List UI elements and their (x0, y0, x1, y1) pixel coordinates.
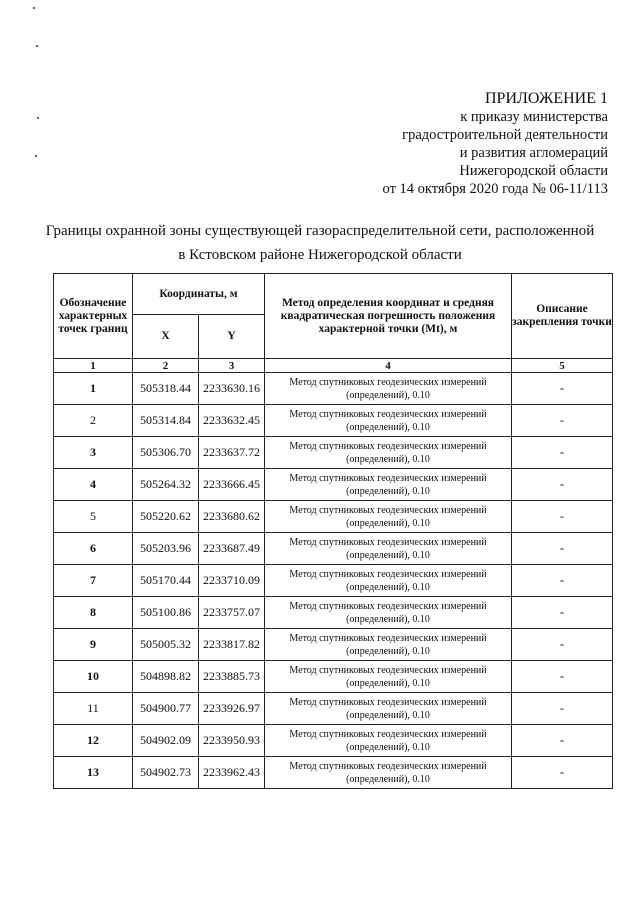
method-text: Метод спутниковых геодезических измерений (определений), 0.10 (265, 565, 512, 597)
ministry-line: и развития агломераций (459, 145, 608, 161)
column-numbers-row (54, 359, 613, 373)
header-point: Обозначение характерных точек границ (54, 274, 133, 359)
header-description: Описание закрепления точки (512, 274, 613, 359)
table-row (54, 373, 613, 405)
coord-x: 504900.77 (133, 693, 199, 725)
coord-x: 505220.62 (133, 501, 199, 533)
document-title (30, 219, 610, 267)
table-row (54, 469, 613, 501)
header-x: X (133, 315, 199, 359)
table-row (54, 533, 613, 565)
table-row (54, 597, 613, 629)
coord-x: 505318.44 (133, 373, 199, 405)
document-header (383, 90, 608, 198)
column-number: 2 (133, 359, 199, 373)
title-line: Границы охранной зоны существующей газораспределительной сети, расположенной (45, 223, 595, 239)
fixing-description: - (512, 501, 613, 533)
fixing-description: - (512, 533, 613, 565)
column-number: 3 (199, 359, 265, 373)
point-id: 4 (54, 469, 133, 501)
point-id: 10 (54, 661, 133, 693)
coord-x: 505005.32 (133, 629, 199, 661)
coord-x: 505264.32 (133, 469, 199, 501)
column-number: 4 (265, 359, 512, 373)
coord-y: 2233885.73 (199, 661, 265, 693)
fixing-description: - (512, 565, 613, 597)
point-id: 13 (54, 757, 133, 789)
point-id: 12 (54, 725, 133, 757)
point-id: 3 (54, 437, 133, 469)
table-row (54, 437, 613, 469)
coord-x: 505100.86 (133, 597, 199, 629)
coord-y: 2233632.45 (199, 405, 265, 437)
fixing-description: - (512, 693, 613, 725)
fixing-description: - (512, 629, 613, 661)
column-number: 5 (512, 359, 613, 373)
method-text: Метод спутниковых геодезических измерений (определений), 0.10 (265, 693, 512, 725)
coord-y: 2233687.49 (199, 533, 265, 565)
method-text: Метод спутниковых геодезических измерений (определений), 0.10 (265, 405, 512, 437)
coord-y: 2233926.97 (199, 693, 265, 725)
table-row (54, 629, 613, 661)
appendix-title: ПРИЛОЖЕНИЕ 1 (484, 90, 608, 107)
table-row (54, 757, 613, 789)
fixing-description: - (512, 757, 613, 789)
fixing-description: - (512, 725, 613, 757)
point-id: 9 (54, 629, 133, 661)
title-line: в Кстовском районе Нижегородской области (178, 247, 462, 263)
region-line: Нижегородской области (459, 163, 608, 179)
point-id: 1 (54, 373, 133, 405)
header-coordinates: Координаты, м (133, 274, 265, 315)
coord-y: 2233962.43 (199, 757, 265, 789)
method-text: Метод спутниковых геодезических измерений (определений), 0.10 (265, 437, 512, 469)
method-text: Метод спутниковых геодезических измерений (определений), 0.10 (265, 469, 512, 501)
method-text: Метод спутниковых геодезических измерений (определений), 0.10 (265, 533, 512, 565)
method-text: Метод спутниковых геодезических измерений (определений), 0.10 (265, 725, 512, 757)
fixing-description: - (512, 405, 613, 437)
table-body (54, 373, 613, 789)
coord-y: 2233710.09 (199, 565, 265, 597)
coord-x: 504902.09 (133, 725, 199, 757)
method-text: Метод спутниковых геодезических измерений (определений), 0.10 (265, 757, 512, 789)
table-row (54, 693, 613, 725)
coord-x: 505170.44 (133, 565, 199, 597)
point-id: 11 (54, 693, 133, 725)
coord-x: 505203.96 (133, 533, 199, 565)
coord-y: 2233950.93 (199, 725, 265, 757)
table-row (54, 725, 613, 757)
point-id: 5 (54, 501, 133, 533)
method-text: Метод спутниковых геодезических измерений (определений), 0.10 (265, 373, 512, 405)
coord-y: 2233680.62 (199, 501, 265, 533)
fixing-description: - (512, 661, 613, 693)
header-method: Метод определения координат и средняя квадратическая погрешность положения характерной точки (Mt), м (265, 274, 512, 359)
fixing-description: - (512, 597, 613, 629)
point-id: 6 (54, 533, 133, 565)
ministry-line: градостроительной деятельности (402, 127, 608, 143)
table-row (54, 405, 613, 437)
coord-y: 2233637.72 (199, 437, 265, 469)
coord-x: 504898.82 (133, 661, 199, 693)
coord-x: 505314.84 (133, 405, 199, 437)
column-number: 1 (54, 359, 133, 373)
point-id: 2 (54, 405, 133, 437)
order-date-line: от 14 октября 2020 года № 06-11/113 (382, 181, 608, 197)
fixing-description: - (512, 373, 613, 405)
fixing-description: - (512, 469, 613, 501)
scan-speck (36, 45, 38, 47)
coord-y: 2233817.82 (199, 629, 265, 661)
method-text: Метод спутниковых геодезических измерений (определений), 0.10 (265, 629, 512, 661)
header-y: Y (199, 315, 265, 359)
point-id: 7 (54, 565, 133, 597)
coord-x: 505306.70 (133, 437, 199, 469)
method-text: Метод спутниковых геодезических измерений (определений), 0.10 (265, 661, 512, 693)
coordinates-table (53, 273, 613, 789)
coord-x: 504902.73 (133, 757, 199, 789)
coord-y: 2233666.45 (199, 469, 265, 501)
point-id: 8 (54, 597, 133, 629)
order-reference-line: к приказу министерства (460, 109, 608, 125)
scan-speck (35, 155, 37, 157)
method-text: Метод спутниковых геодезических измерений (определений), 0.10 (265, 501, 512, 533)
coord-y: 2233630.16 (199, 373, 265, 405)
table-row (54, 565, 613, 597)
coord-y: 2233757.07 (199, 597, 265, 629)
fixing-description: - (512, 437, 613, 469)
table-row (54, 501, 613, 533)
method-text: Метод спутниковых геодезических измерений (определений), 0.10 (265, 597, 512, 629)
scan-speck (37, 117, 39, 119)
table-row (54, 661, 613, 693)
scan-speck (33, 7, 35, 9)
